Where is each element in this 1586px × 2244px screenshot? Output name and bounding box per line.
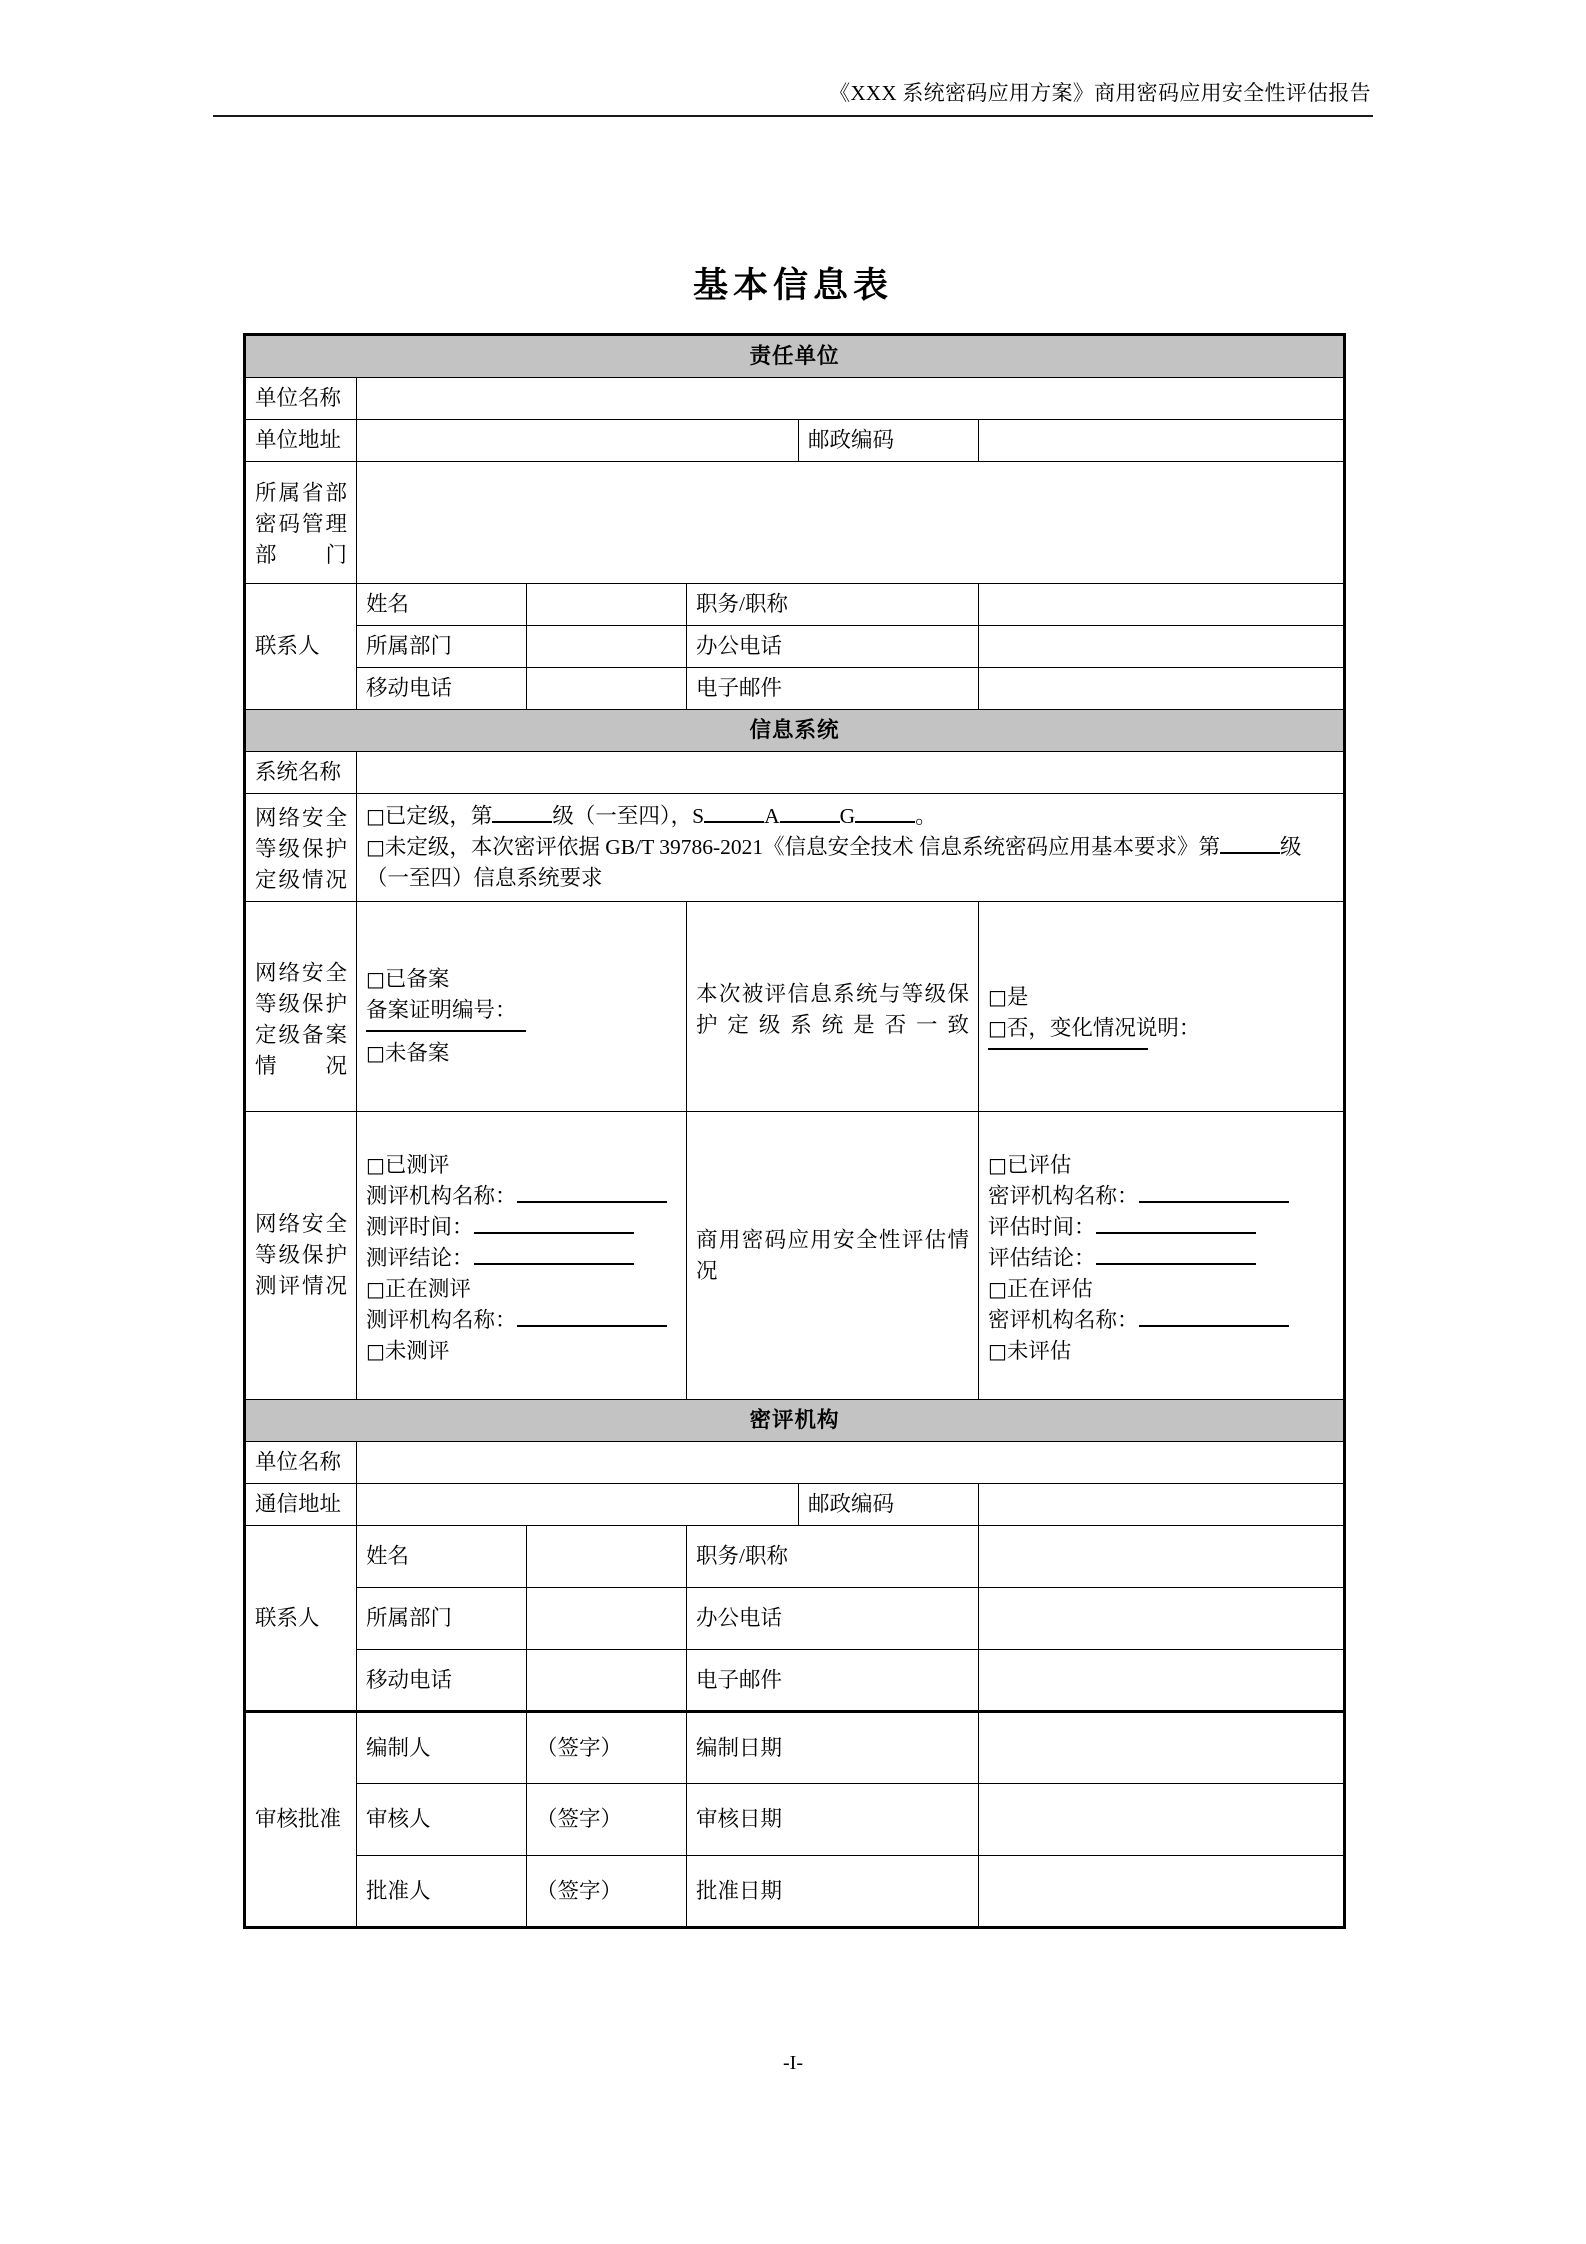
text-not-filed: 未备案 [384, 1040, 450, 1065]
label-unit-name: 单位名称 [245, 378, 357, 420]
text-graded-a: A [764, 804, 780, 828]
checkbox-crypto-done-icon[interactable]: □ [988, 1152, 1007, 1177]
text-answer-yes: 是 [1006, 985, 1029, 1009]
label-mobile-phone: 移动电话 [357, 668, 527, 710]
text-eval-done: 已测评 [384, 1152, 450, 1177]
label-title-position: 职务/职称 [687, 584, 979, 626]
checkbox-graded-icon[interactable]: □ [366, 804, 385, 828]
field-contact-title[interactable] [979, 584, 1345, 626]
label-eval-status: 网络安全等级保护测评情况 [245, 1112, 357, 1400]
field-agency-contact-title[interactable] [979, 1526, 1345, 1588]
label-contact-responsible: 联系人 [245, 584, 357, 710]
label-review-approval: 审核批准 [245, 1712, 357, 1928]
field-comm-address[interactable] [357, 1484, 799, 1526]
blank-eval-agency-2[interactable] [517, 1325, 667, 1327]
checkbox-no-icon[interactable]: □ [988, 1016, 1007, 1040]
table-row [245, 420, 1345, 462]
checkbox-yes-icon[interactable]: □ [988, 985, 1007, 1009]
text-graded-prefix: 已定级，第 [384, 804, 493, 828]
text-graded-end: 。 [915, 804, 937, 828]
field-contact-mobile[interactable] [527, 668, 687, 710]
checkbox-not-graded-icon[interactable]: □ [366, 835, 385, 859]
text-not-graded-prefix: 未定级，本次密评依据 GB/T 39786-2021《信息安全技术 信息系统密码应用基本要求》第 [384, 835, 1221, 859]
field-approver-signature[interactable]: （签字） [527, 1856, 687, 1928]
field-preparer-signature[interactable]: （签字） [527, 1712, 687, 1784]
field-reviewer-signature[interactable]: （签字） [527, 1784, 687, 1856]
field-crypto-eval-status[interactable] [979, 1112, 1345, 1400]
checkbox-eval-done-icon[interactable]: □ [366, 1152, 385, 1177]
header-divider [213, 115, 1373, 117]
blank-change-description[interactable] [988, 1048, 1148, 1050]
field-agency-unit-name[interactable] [357, 1442, 1345, 1484]
label-department: 所属部门 [357, 626, 527, 668]
blank-eval-result[interactable] [474, 1263, 634, 1265]
label-postal-code: 邮政编码 [799, 420, 979, 462]
blank-eval-agency[interactable] [517, 1201, 667, 1203]
table-row [245, 1588, 1345, 1650]
label-office-phone: 办公电话 [687, 626, 979, 668]
label-agency-department: 所属部门 [357, 1588, 527, 1650]
table-row [245, 584, 1345, 626]
field-approve-date[interactable] [979, 1856, 1345, 1928]
label-comm-address: 通信地址 [245, 1484, 357, 1526]
label-agency-postal-code: 邮政编码 [799, 1484, 979, 1526]
table-row [245, 1856, 1345, 1928]
field-agency-contact-email[interactable] [979, 1650, 1345, 1712]
table-row [245, 626, 1345, 668]
label-agency-email: 电子邮件 [687, 1650, 979, 1712]
text-crypto-time-label: 评估时间： [988, 1214, 1096, 1239]
field-system-name[interactable] [357, 752, 1345, 794]
text-eval-ongoing: 正在测评 [384, 1276, 471, 1301]
field-consistency-answer[interactable] [979, 902, 1345, 1112]
field-agency-contact-mobile[interactable] [527, 1650, 687, 1712]
running-header [213, 78, 1373, 117]
label-consistency-question: 本次被评信息系统与等级保护定级系统是否一致 [687, 902, 979, 1112]
label-agency-name: 姓名 [357, 1526, 527, 1588]
label-grading-status: 网络安全等级保护定级情况 [245, 794, 357, 902]
checkbox-eval-ongoing-icon[interactable]: □ [366, 1276, 385, 1301]
field-contact-email[interactable] [979, 668, 1345, 710]
field-contact-name[interactable] [527, 584, 687, 626]
table-row [245, 752, 1345, 794]
field-agency-contact-office-phone[interactable] [979, 1588, 1345, 1650]
label-agency-office-phone: 办公电话 [687, 1588, 979, 1650]
table-row [245, 1484, 1345, 1526]
table-row [245, 1526, 1345, 1588]
field-grading-status[interactable] [357, 794, 1345, 902]
blank-cert-number[interactable] [366, 1030, 526, 1032]
text-crypto-agency-label-2: 密评机构名称： [988, 1307, 1139, 1332]
label-email: 电子邮件 [687, 668, 979, 710]
field-eval-status[interactable] [357, 1112, 687, 1400]
label-approver: 批准人 [357, 1856, 527, 1928]
text-crypto-agency-label: 密评机构名称： [988, 1183, 1139, 1208]
table-row [245, 1400, 1345, 1442]
label-name: 姓名 [357, 584, 527, 626]
text-crypto-not-done: 未评估 [1006, 1338, 1072, 1363]
text-graded-g: G [839, 804, 856, 828]
label-unit-address: 单位地址 [245, 420, 357, 462]
label-agency-mobile-phone: 移动电话 [357, 1650, 527, 1712]
page-footer: -I- [783, 2052, 803, 2074]
field-contact-office-phone[interactable] [979, 626, 1345, 668]
text-eval-time-label: 测评时间： [366, 1214, 474, 1239]
field-prepare-date[interactable] [979, 1712, 1345, 1784]
table-row [245, 378, 1345, 420]
table-row [245, 1112, 1345, 1400]
checkbox-filed-icon[interactable]: □ [366, 966, 385, 991]
table-row [245, 335, 1345, 378]
basic-information-table [243, 333, 1343, 1929]
table-row [245, 710, 1345, 752]
blank-crypto-result[interactable] [1096, 1263, 1256, 1265]
label-contact-agency: 联系人 [245, 1526, 357, 1712]
text-eval-agency-label: 测评机构名称： [366, 1183, 517, 1208]
section-header-responsible-unit: 责任单位 [245, 335, 1345, 378]
label-agency-title-position: 职务/职称 [687, 1526, 979, 1588]
field-review-date[interactable] [979, 1784, 1345, 1856]
field-unit-name[interactable] [357, 378, 1345, 420]
label-system-name: 系统名称 [245, 752, 357, 794]
text-cert-number-label: 备案证明编号： [366, 997, 517, 1022]
checkbox-crypto-ongoing-icon[interactable]: □ [988, 1276, 1007, 1301]
section-header-assessment-agency: 密评机构 [245, 1400, 1345, 1442]
table-row [245, 794, 1345, 902]
text-answer-no: 否，变化情况说明： [1006, 1016, 1201, 1040]
label-reviewer: 审核人 [357, 1784, 527, 1856]
text-not-graded-suffix: 级（一至四）信息系统要求 [366, 835, 1302, 890]
text-eval-agency-label-2: 测评机构名称： [366, 1307, 517, 1332]
field-contact-department[interactable] [527, 626, 687, 668]
field-agency-contact-department[interactable] [527, 1588, 687, 1650]
table-row [245, 1712, 1345, 1784]
field-postal-code[interactable] [979, 420, 1345, 462]
blank-crypto-agency-2[interactable] [1139, 1325, 1289, 1327]
running-header-text: 《XXX 系统密码应用方案》商用密码应用安全性评估报告 [829, 81, 1371, 105]
checkbox-not-filed-icon[interactable]: □ [366, 1040, 385, 1065]
label-prepare-date: 编制日期 [687, 1712, 979, 1784]
table-row [245, 1442, 1345, 1484]
blank-crypto-time[interactable] [1096, 1232, 1256, 1234]
field-superior-dept[interactable] [357, 462, 1345, 584]
table-row [245, 462, 1345, 584]
label-preparer: 编制人 [357, 1712, 527, 1784]
field-unit-address[interactable] [357, 420, 799, 462]
table-row [245, 902, 1345, 1112]
page-title: 基本信息表 [692, 266, 893, 305]
label-superior-dept: 所属省部密码管理部门 [245, 462, 357, 584]
field-agency-postal-code[interactable] [979, 1484, 1345, 1526]
text-filed: 已备案 [384, 966, 450, 991]
label-crypto-eval-status: 商用密码应用安全性评估情况 [687, 1112, 979, 1400]
text-eval-not-done: 未测评 [384, 1338, 450, 1363]
field-agency-contact-name[interactable] [527, 1526, 687, 1588]
table-row [245, 1784, 1345, 1856]
blank-crypto-agency[interactable] [1139, 1201, 1289, 1203]
checkbox-eval-not-done-icon[interactable]: □ [366, 1338, 385, 1363]
text-eval-result-label: 测评结论： [366, 1245, 474, 1270]
text-crypto-result-label: 评估结论： [988, 1245, 1096, 1270]
blank-eval-time[interactable] [474, 1232, 634, 1234]
section-header-information-system: 信息系统 [245, 710, 1345, 752]
label-agency-unit-name: 单位名称 [245, 1442, 357, 1484]
text-graded-mid: 级（一至四），S [552, 804, 705, 828]
table-row [245, 1650, 1345, 1712]
table-row [245, 668, 1345, 710]
field-filing-status[interactable] [357, 902, 687, 1112]
label-approve-date: 批准日期 [687, 1856, 979, 1928]
label-review-date: 审核日期 [687, 1784, 979, 1856]
text-crypto-ongoing: 正在评估 [1006, 1276, 1093, 1301]
label-filing-status: 网络安全等级保护定级备案情况 [245, 902, 357, 1112]
checkbox-crypto-not-done-icon[interactable]: □ [988, 1338, 1007, 1363]
text-crypto-done: 已评估 [1006, 1152, 1072, 1177]
